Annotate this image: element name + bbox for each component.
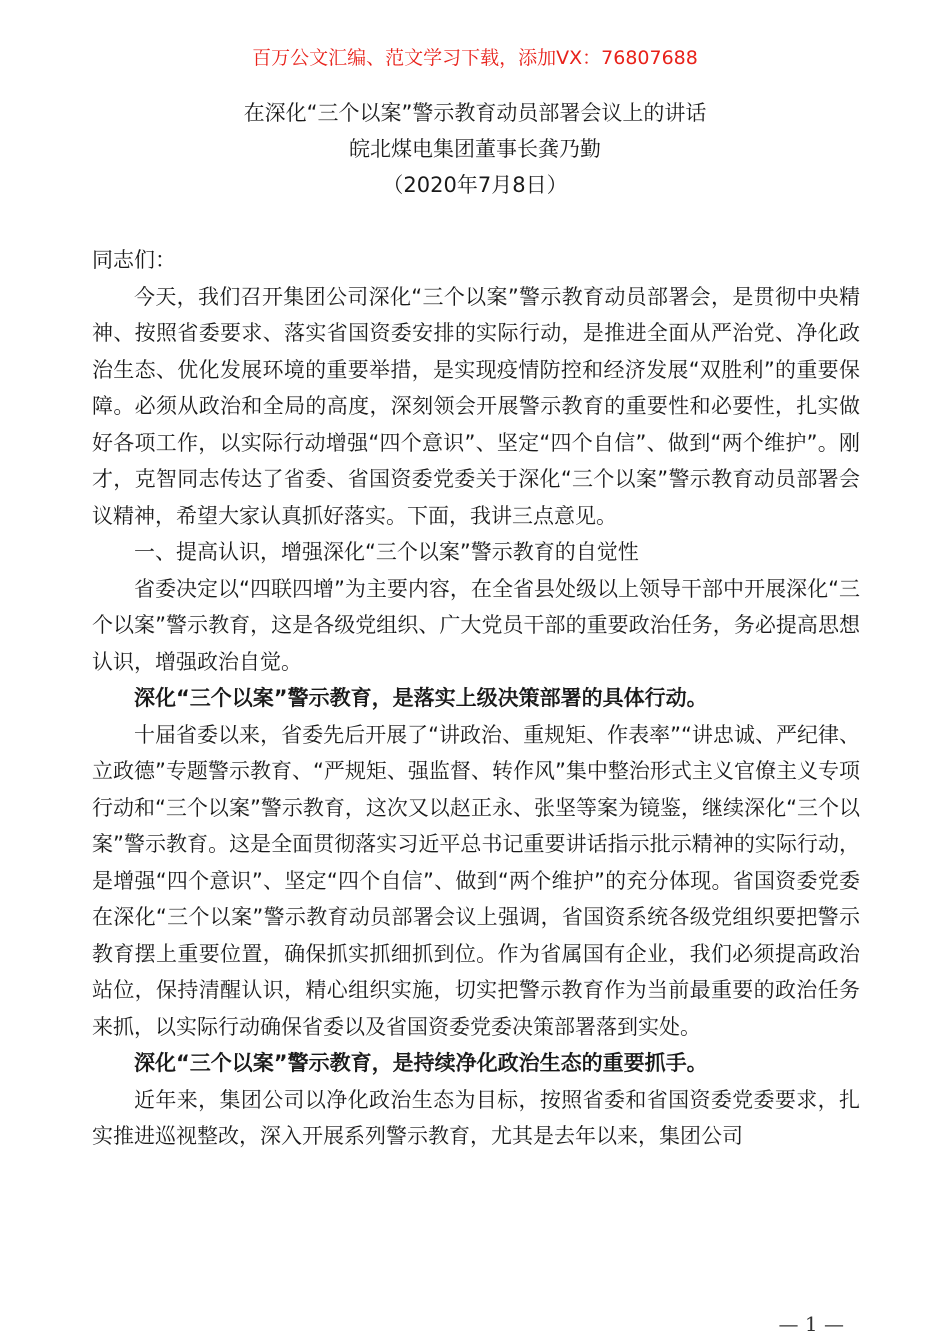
paragraph-intro: 今天，我们召开集团公司深化“三个以案”警示教育动员部署会，是贯彻中央精神、按照省委要求、落实省国资委安排的实际行动，是推进全面从严治党、净化政治生态、优化发展环境的重要举措，是实现疫情防控和经济发展“双胜利”的重要保障。必须从政治和全局的高度，深刻领会开展警示教育的重要性和必要性，扎实做好各项工作，以实际行动增强“四个意识”、坚定“四个自信”、做到“两个维护”。刚才，克智同志传达了省委、省国资委党委关于深化“三个以案”警示教育动员部署会议精神，希望大家认真抓好落实。下面，我讲三点意见。 [92,284,860,528]
section-heading-1: 一、提高认识，增强深化“三个以案”警示教育的自觉性 [134,540,639,564]
salutation: 同志们： [92,248,176,272]
document-body [92,242,860,1155]
subheading-1: 深化“三个以案”警示教育，是落实上级决策部署的具体行动。 [134,686,708,710]
document-header [0,95,950,203]
speaker-line: 皖北煤电集团董事长龚乃勤 [349,137,601,161]
page-number: — 1 — [778,1312,844,1336]
paragraph-subheading-1: 十届省委以来，省委先后开展了“讲政治、重规矩、作表率”“讲忠诚、严纪律、立政德”专题警示教育、“严规矩、强监督、转作风”集中整治形式主义官僚主义专项行动和“三个以案”警示教育，这次又以赵正永、张坚等案为镜鉴，继续深化“三个以案”警示教育。这是全面贯彻落实习近平总书记重要讲话指示批示精神的实际行动，是增强“四个意识”、坚定“四个自信”、做到“两个维护”的充分体现。省国资委党委在深化“三个以案”警示教育动员部署会议上强调，省国资系统各级党组织要把警示教育摆上重要位置，确保抓实抓细抓到位。作为省属国有企业，我们必须提高政治站位，保持清醒认识，精心组织实施，切实把警示教育作为当前最重要的政治任务来抓，以实际行动确保省委以及省国资委党委决策部署落到实处。 [92,722,860,1039]
date-line: （2020年7月8日） [382,173,568,197]
paragraph-subheading-2: 近年来，集团公司以净化政治生态为目标，按照省委和省国资委党委要求，扎实推进巡视整改，深入开展系列警示教育，尤其是去年以来，集团公司 [92,1087,860,1148]
subheading-2: 深化“三个以案”警示教育，是持续净化政治生态的重要抓手。 [134,1051,708,1075]
document-title: 在深化“三个以案”警示教育动员部署会议上的讲话 [243,101,707,125]
watermark-banner: 百万公文汇编、范文学习下载，添加VX：76807688 [252,47,698,69]
paragraph-section-1-intro: 省委决定以“四联四增”为主要内容，在全省县处级以上领导干部中开展深化“三个以案”警示教育，这是各级党组织、广大党员干部的重要政治任务，务必提高思想认识，增强政治自觉。 [92,576,860,674]
